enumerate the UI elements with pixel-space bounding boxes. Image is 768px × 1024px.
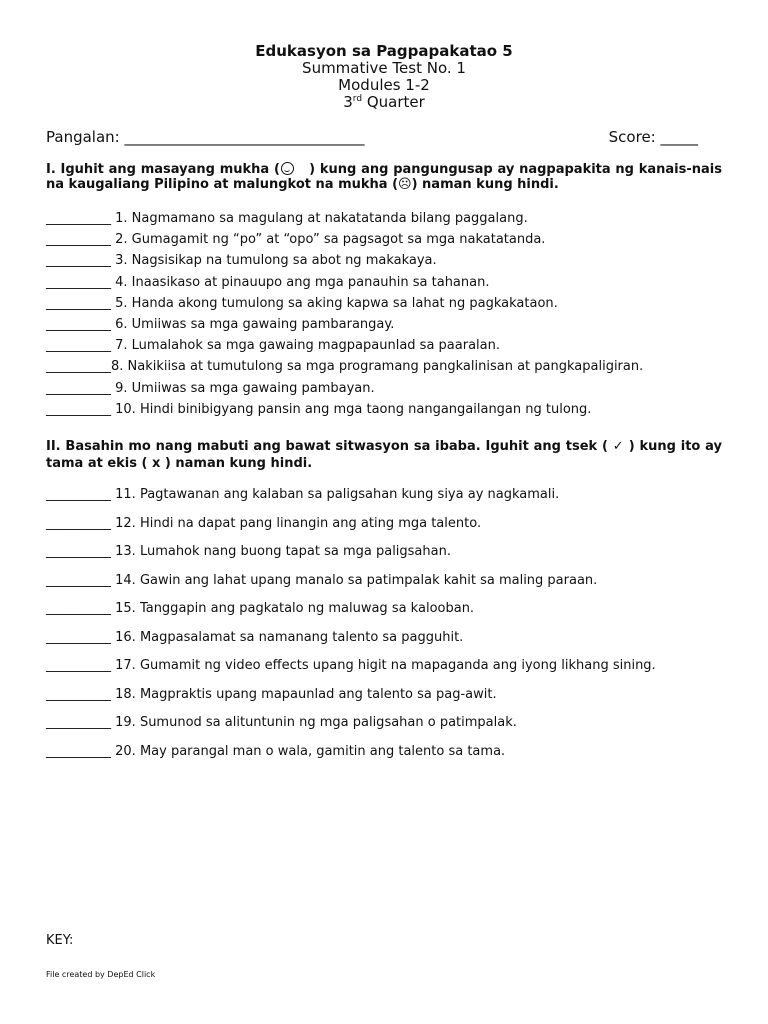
quarter-superscript: rd: [352, 94, 363, 104]
question-item[interactable]: __________ 10. Hindi binibigyang pansin ang mga taong nangangailangan ng tulong.: [46, 401, 592, 417]
question-item[interactable]: __________ 6. Umiiwas sa mga gawaing pambarangay.: [46, 316, 395, 332]
question-item[interactable]: __________ 14. Gawin ang lahat upang manalo sa patimpalak kahit sa maling paraan.: [46, 572, 598, 588]
question-item[interactable]: __________ 9. Umiiwas sa mga gawaing pambayan.: [46, 380, 375, 396]
question-item[interactable]: __________ 5. Handa akong tumulong sa aking kapwa sa lahat ng pagkakataon.: [46, 295, 558, 311]
question-item[interactable]: __________ 15. Tanggapin ang pagkatalo ng maluwag sa kalooban.: [46, 601, 475, 616]
test-number: Summative Test No. 1: [302, 59, 466, 77]
quarter-line: [0, 94, 768, 111]
document-title: Edukasyon sa Pagpapakatao 5: [255, 42, 513, 60]
header: [0, 42, 768, 111]
part1-items: [46, 210, 726, 422]
quarter-number: 3: [343, 93, 353, 111]
modules-line: Modules 1-2: [338, 76, 430, 94]
question-item[interactable]: __________ 3. Nagsisikap na tumulong sa abot ng makakaya.: [46, 253, 437, 269]
question-item[interactable]: __________ 2. Gumagamit ng “po” at “opo” sa pagsagot sa mga nakatatanda.: [46, 232, 546, 248]
question-item[interactable]: __________ 1. Nagmamano sa magulang at nakatatanda bilang paggalang.: [46, 211, 528, 226]
question-item[interactable]: __________ 17. Gumamit ng video effects upang higit na mapaganda ang iyong likhang sining.: [46, 658, 656, 673]
question-item[interactable]: __________ 11. Pagtawanan ang kalaban sa paligsahan kung siya ay nagkamali.: [46, 487, 560, 502]
question-item[interactable]: __________ 19. Sumunod sa alituntunin ng mga paligsahan o patimpalak.: [46, 715, 517, 730]
part1-instruction: I. Iguhit ang masayang mukha ( ) kung ang pangungusap ay nagpapakita ng kanais-nais na kaugaliang Pilipino at malungkot na mukha (☹) naman kung hindi.: [46, 162, 722, 192]
part2-instruction: II. Basahin mo nang mabuti ang bawat sitwasyon sa ibaba. Iguhit ang tsek ( ✓ ) kung ito ay tama at ekis ( x ) naman kung hindi.: [46, 439, 722, 471]
question-item[interactable]: __________ 7. Lumalahok sa mga gawaing magpapaunlad sa paaralan.: [46, 338, 500, 354]
footer-credit: File created by DepEd Click: [46, 970, 156, 979]
name-score-row: [46, 128, 698, 146]
question-item[interactable]: __________ 16. Magpasalamat sa namanang talento sa pagguhit.: [46, 629, 464, 645]
answer-key-label: KEY:: [46, 933, 74, 948]
sad-face-icon: ☹: [398, 177, 412, 192]
question-item[interactable]: __________ 20. May parangal man o wala, gamitin ang talento sa tama.: [46, 743, 506, 759]
question-item[interactable]: __________8. Nakikiisa at tumutulong sa mga programang pangkalinisan at pangkapaligiran.: [46, 359, 644, 375]
question-item[interactable]: __________ 13. Lumahok nang buong tapat sa mga paligsahan.: [46, 544, 451, 559]
question-item[interactable]: __________ 4. Inaasikaso at pinauupo ang mga panauhin sa tahanan.: [46, 274, 490, 290]
name-field[interactable]: Pangalan: ________________________________: [46, 128, 365, 146]
happy-face-icon: [281, 162, 294, 175]
score-field[interactable]: Score: _____: [608, 128, 698, 146]
part2-items: [46, 486, 726, 771]
question-item[interactable]: __________ 18. Magpraktis upang mapaunlad ang talento sa pag-awit.: [46, 686, 497, 702]
quarter-word: Quarter: [362, 93, 425, 111]
question-item[interactable]: __________ 12. Hindi na dapat pang linangin ang ating mga talento.: [46, 515, 482, 531]
